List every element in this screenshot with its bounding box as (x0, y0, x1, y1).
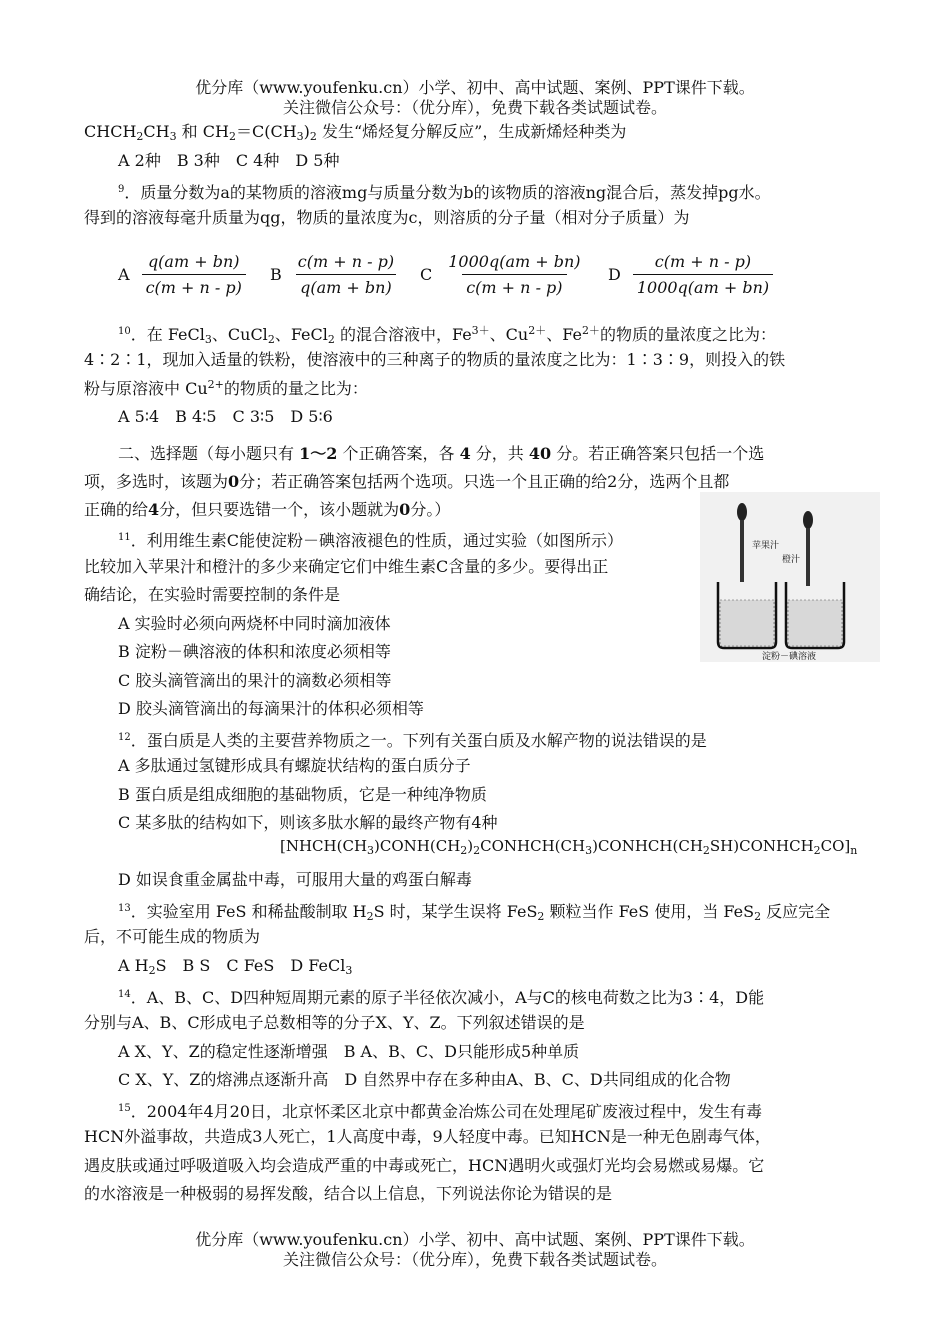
q8-options: A 2种 B 3种 C 4种 D 5种 (118, 151, 340, 170)
q13-line2: 后，不可能生成的物质为 (84, 927, 261, 946)
q9-option-c-numerator: 1000q(am + bn) (448, 251, 581, 271)
q9-option-d (608, 244, 773, 304)
q9-option-c-fraction (444, 252, 584, 297)
section2-line2: 项，多选时，该题为0分；若正确答案包括两个选项。只选一个且正确的给2分，选两个且都 (84, 472, 730, 491)
q11-option-b: B 淀粉－碘溶液的体积和浓度必须相等 (118, 642, 391, 661)
q14-options-ab: A X、Y、Z的稳定性逐渐增强 B A、B、C、D只能形成5种单质 (118, 1042, 580, 1061)
q11-line1-text: ．利用维生素C能使淀粉－碘溶液褪色的性质，通过实验（如图所示） (130, 531, 623, 550)
q15-line3: 遇皮肤或通过呼吸道吸入均会造成严重的中毒或死亡，HCN遇明火或强灯光均会易燃或易爆。它 (84, 1156, 765, 1175)
q13-line1: $^{13}$．实验室用 FeS 和稀盐酸制取 $H_2S$ 时，某学生误将 FeS$_2$ 颗粒当作 FeS 使用，当 FeS$_2$ 反应完全 (118, 902, 831, 923)
page-footer-line2: 关注微信公众号：（优分库），免费下载各类试题试卷。 (282, 1250, 667, 1269)
section2-line1: 二、选择题（每小题只有 1～2 个正确答案，各 4 分，共 40 分。若正确答案只包括一个选 (118, 444, 765, 463)
q8-text: 发生“烯烃复分解反应”，生成新烯烃种类为 (322, 122, 627, 141)
q9-option-c-label: C (420, 264, 433, 284)
q9-option-d-fraction (633, 252, 773, 297)
q11-line2: 比较加入苹果汁和橙汁的多少来确定它们中维生素C含量的多少。要得出正 (84, 557, 609, 576)
q15-line1-text: ．2004年4月20日，北京怀柔区北京中都黄金冶炼公司在处理尾矿废液过程中，发生有毒 (130, 1102, 762, 1121)
q9-option-b-numerator: c(m + n - p) (297, 251, 395, 271)
q13-options: A $H_2S$ B S C FeS D FeCl$_3$ (118, 956, 353, 977)
q11-option-d: D 胶头滴管滴出的每滴果汁的体积必须相等 (118, 699, 424, 718)
section2-line2-a: 项，多选时，该题为 (84, 472, 229, 491)
q14-line1-text: ．A、B、C、D四种短周期元素的原子半径依次减小，A与C的核电荷数之比为3∶4，D能 (130, 988, 765, 1007)
q8-stem: $CHCH_2CH_3$ 和 $CH_2=C(CH_3)_2$ 发生“烯烃复分解反应”，生成新烯烃种类为 (84, 122, 627, 143)
q11-number: 11 (118, 532, 131, 543)
q12-option-c: C 某多肽的结构如下，则该多肽水解的最终产物有4种 (118, 813, 498, 832)
q9-option-c-denominator: c(m + n - p) (462, 274, 566, 297)
q9-option-b (270, 244, 398, 304)
q15-number: 15 (118, 1103, 131, 1114)
q10-options: A 5∶4 B 4∶5 C 3∶5 D 5∶6 (118, 407, 333, 426)
section2-line3-a: 正确的给 (84, 500, 149, 519)
q9-option-d-denominator: 1000q(am + bn) (633, 274, 773, 297)
page-header-line2: 关注微信公众号：（优分库），免费下载各类试题试卷。 (282, 98, 667, 117)
section2-line3-b: 分，但只要选错一个，该小题就为 (159, 500, 400, 519)
q15-line1 (118, 1097, 910, 1124)
page-footer-line1: 优分库（www.youfenku.cn）小学、初中、高中试题、案例、PPT课件下载。 (195, 1230, 755, 1249)
q12-number: 12 (118, 732, 131, 743)
peptide-structure-formula: $[NHCH(CH_3)CONH(CH_2)_2CONHCH(CH_3)CONHCH(CH_2SH)CONHCH_2CO]_n$ (280, 837, 858, 857)
q15-line2: HCN外溢事故，共造成3人死亡，1人高度中毒，9人轻度中毒。已知HCN是一种无色剧毒气体， (84, 1127, 771, 1146)
section2-line3: 正确的给4分，但只要选错一个，该小题就为0分。） (84, 500, 451, 519)
q9-line1 (118, 178, 910, 205)
q9-number: 9 (118, 184, 125, 195)
q10-line3: 粉与原溶液中 $Cu^{2+}$的物质的量之比为： (84, 378, 368, 398)
orange-juice-label: 橙汁 (782, 555, 801, 565)
section2-line3-c: 分。） (410, 500, 451, 519)
q9-option-b-denominator: q(am + bn) (296, 274, 396, 297)
beaker-experiment-figure (700, 492, 880, 662)
q10-line1: $^{10}$．在 FeCl$_3$、CuCl$_2$、FeCl$_2$ 的混合溶液中，$Fe^{3+}$、$Cu^{2+}$、$Fe^{2+}$的物质的量浓度之比为： (118, 324, 776, 346)
q10-line2: 4∶2∶1，现加入适量的铁粉，使溶液中的三种离子的物质的量浓度之比为：1∶3∶9，则投入的铁 (84, 350, 786, 369)
q9-option-a-numerator: q(am + bn) (147, 251, 240, 271)
q9-option-b-label: B (270, 264, 282, 284)
q9-option-d-numerator: c(m + n - p) (654, 251, 752, 271)
q14-line2: 分别与A、B、C形成电子总数相等的分子X、Y、Z。下列叙述错误的是 (84, 1013, 585, 1032)
apple-juice-label: 苹果汁 (752, 541, 780, 551)
section2-line2-b: 分；若正确答案包括两个选项。只选一个且正确的给2分，选两个且都 (239, 472, 730, 491)
q12-option-b: B 蛋白质是组成细胞的基础物质，它是一种纯净物质 (118, 785, 487, 804)
q12-option-a: A 多肽通过氢键形成具有螺旋状结构的蛋白质分子 (118, 756, 471, 775)
q14-line1 (118, 983, 910, 1010)
q14-options-cd: C X、Y、Z的熔沸点逐渐升高 D 自然界中存在多种由A、B、C、D共同组成的化合物 (118, 1070, 731, 1089)
starch-iodine-label: 淀粉－碘溶液 (762, 652, 817, 662)
q9-option-a-fraction (142, 252, 246, 297)
q9-option-a (118, 244, 246, 304)
q11-option-c: C 胶头滴管滴出的果汁的滴数必须相等 (118, 671, 392, 690)
q11-line3: 确结论，在实验时需要控制的条件是 (84, 585, 341, 604)
q10-number: 10 (118, 326, 131, 337)
q15-line4: 的水溶液是一种极弱的易挥发酸，结合以上信息，下列说法你论为错误的是 (84, 1184, 613, 1203)
q9-option-c (420, 244, 585, 304)
q12-option-d: D 如误食重金属盐中毒，可服用大量的鸡蛋白解毒 (118, 870, 472, 889)
q9-option-a-denominator: c(m + n - p) (142, 274, 246, 297)
q9-option-d-label: D (608, 264, 621, 284)
q11-option-a: A 实验时必须向两烧杯中同时滴加液体 (118, 614, 391, 633)
q14-number: 14 (118, 989, 131, 1000)
q9-option-a-label: A (118, 264, 130, 284)
q9-line2: 得到的溶液每毫升质量为qg，物质的量浓度为c，则溶质的分子量（相对分子质量）为 (84, 208, 690, 227)
q12-stem (118, 726, 910, 753)
page-header-line1: 优分库（www.youfenku.cn）小学、初中、高中试题、案例、PPT课件下载。 (195, 78, 755, 97)
q12-stem-text: ．蛋白质是人类的主要营养物质之一。下列有关蛋白质及水解产物的说法错误的是 (130, 731, 707, 750)
q9-option-b-fraction (294, 252, 398, 297)
q9-line1-text: ．质量分数为a的某物质的溶液mg与质量分数为b的该物质的溶液ng混合后，蒸发掉pg水。 (124, 183, 771, 202)
q13-number: 13 (118, 903, 131, 914)
q9-formula-options (118, 244, 838, 304)
